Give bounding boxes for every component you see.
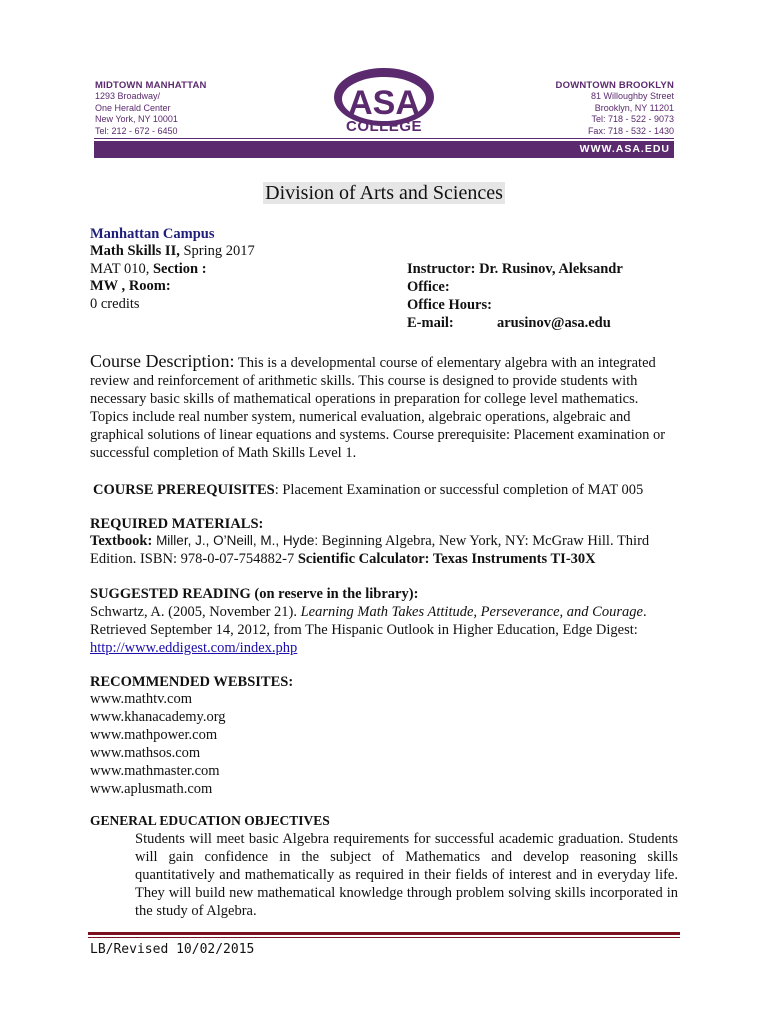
prerequisites-text: : Placement Examination or successful completion of MAT 005 — [274, 482, 644, 498]
website-item: www.mathmaster.com — [90, 763, 220, 779]
letterhead-divider — [94, 138, 674, 139]
address-line: 1293 Broadway/ — [95, 91, 161, 101]
footer-rule — [88, 932, 680, 935]
address-line: 81 Willoughby Street — [590, 91, 674, 101]
course-title — [90, 243, 255, 261]
division-title-text: Division of Arts and Sciences — [265, 182, 503, 204]
citation-title: Learning Math Takes Attitude, Perseverance, and Courage — [300, 604, 643, 620]
website-item: www.mathtv.com — [90, 691, 193, 707]
objectives-text: Students will meet basic Algebra requirements for successful academic graduation. Students will gain confidence in the subject of Mathematics and develop reasoning skills quantitatively and mathematically as required in their fields of interest and in everyday life. They will build new mathematical knowledge through problem solving skills incorporated in the study of Algebra. — [135, 831, 678, 919]
calculator-requirement: Scientific Calculator: Texas Instruments TI-30X — [297, 551, 596, 567]
required-materials-heading: REQUIRED MATERIALS: — [90, 516, 264, 532]
office-label: Office: — [407, 279, 450, 295]
letterhead-left-address — [95, 80, 207, 137]
course-description — [90, 352, 680, 462]
instructor-email: arusinov@asa.edu — [497, 315, 611, 331]
recommended-websites-heading: RECOMMENDED WEBSITES: — [90, 674, 294, 690]
suggested-reading-heading: SUGGESTED READING (on reserve in the library): — [90, 586, 419, 602]
brooklyn-campus-name: DOWNTOWN BROOKLYN — [555, 80, 674, 91]
course-term: Spring 2017 — [179, 243, 255, 259]
college-url: WWW.ASA.EDU — [579, 143, 670, 155]
textbook-label: Textbook: — [90, 533, 153, 549]
website-item: www.aplusmath.com — [90, 781, 213, 797]
course-description-heading: Course Description: — [90, 351, 235, 371]
phone-line: Tel: 212 - 672 - 6450 — [95, 125, 178, 136]
website-item: www.mathsos.com — [90, 745, 201, 761]
midtown-campus-name: MIDTOWN MANHATTAN — [95, 80, 207, 91]
course-days: MW , — [90, 278, 129, 294]
division-title — [0, 182, 768, 205]
schedule-line — [90, 278, 171, 296]
course-name: Math Skills II, — [90, 243, 180, 259]
course-description-text: This is a developmental course of elementary algebra with an integrated review and reinforcement of arithmetic skills. This course is designed to provide students with necessary basic skills of mathematical operations in preparation for college level mathematics. Topics include real number system, numerical evaluation, algebraic operations, algebraic and graphical solutions of linear equations and systems. Course prerequisite: Placement examination or successful completion of Math Skills Level 1. — [90, 355, 666, 461]
eddigest-link[interactable]: http://www.eddigest.com/index.php — [90, 640, 298, 656]
letterhead-right-address — [556, 80, 674, 137]
address-line: One Herald Center — [95, 102, 171, 113]
fax-line: Fax: 718 - 532 - 1430 — [587, 125, 674, 136]
website-item: www.mathpower.com — [90, 727, 218, 743]
office-hours-label: Office Hours: — [407, 297, 492, 313]
prerequisites-label: COURSE PREREQUISITES — [93, 482, 275, 498]
textbook-details: Beginning Algebra, New York, NY: McGraw Hill. Third Edition. ISBN: 978-0-07-754882-7 — [90, 533, 650, 567]
section-label: Section : — [152, 261, 207, 277]
course-credits: 0 credits — [90, 296, 140, 312]
textbook-authors: Miller, J., O’Neill, M., Hyde: — [152, 533, 319, 548]
campus-name: Manhattan Campus — [90, 226, 215, 242]
email-label: E-mail: — [407, 315, 454, 331]
logo-asa-text: ASA — [348, 84, 420, 122]
logo-college-text: COLLEGE — [345, 118, 422, 135]
suggested-reading-citation — [90, 603, 680, 657]
phone-line: Tel: 718 - 522 - 9073 — [591, 114, 674, 124]
citation-source: . Retrieved September 14, 2012, from The Hispanic Outlook in Higher Education, Edge Digest: — [90, 604, 647, 638]
required-materials-text — [90, 532, 680, 568]
footer-rule-thin — [88, 937, 680, 938]
instructor-name: Instructor: Dr. Rusinov, Aleksandr — [407, 261, 623, 277]
course-prerequisites — [93, 481, 683, 499]
citation-author-date: Schwartz, A. (2005, November 21). — [90, 604, 301, 620]
course-code: MAT 010, — [90, 261, 153, 277]
website-item: www.khanacademy.org — [90, 709, 226, 725]
address-line: New York, NY 10001 — [95, 114, 178, 124]
address-line: Brooklyn, NY 11201 — [594, 102, 674, 113]
course-code-line — [90, 261, 207, 279]
objectives-heading: GENERAL EDUCATION OBJECTIVES — [90, 813, 330, 828]
room-label: Room: — [128, 278, 171, 294]
revision-footer: LB/Revised 10/02/2015 — [90, 942, 255, 957]
